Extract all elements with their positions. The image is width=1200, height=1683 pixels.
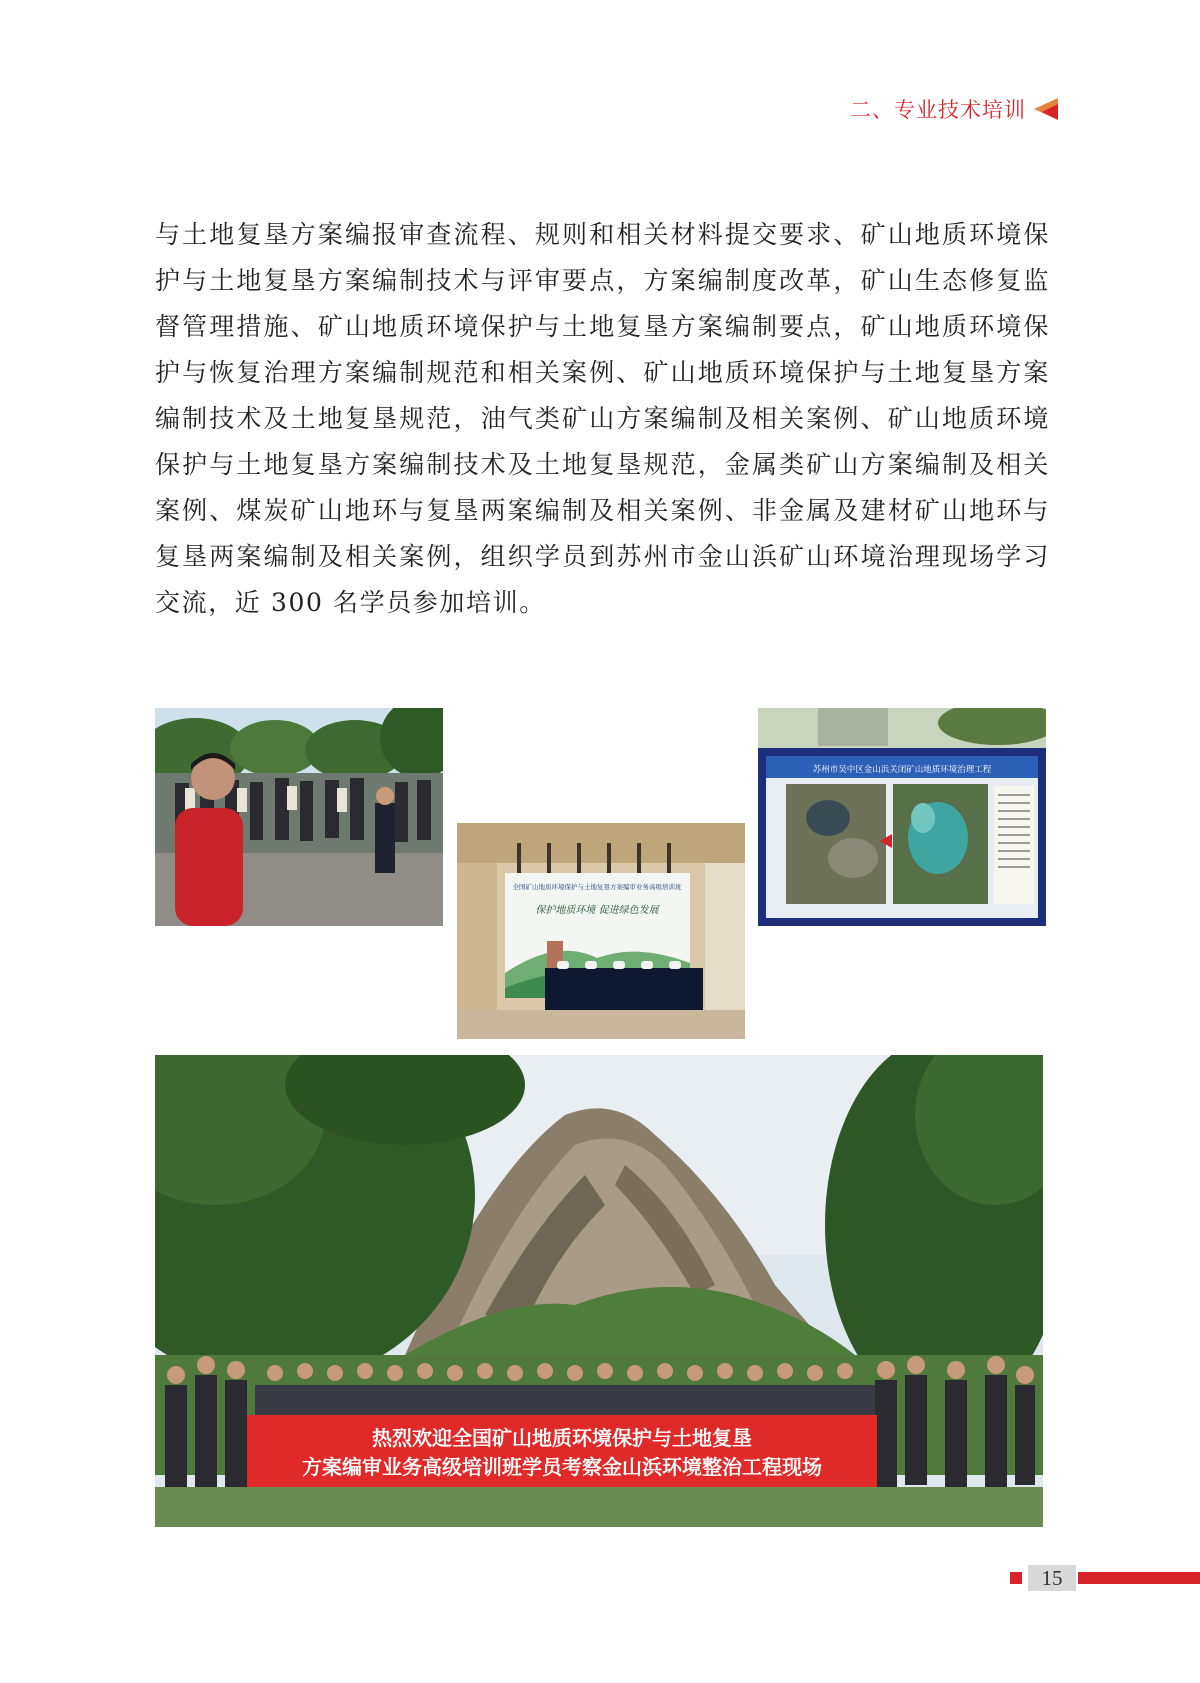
stage-backdrop-title: 全国矿山地质环境保护与土地复垦方案编审业务高级培训班 <box>512 883 682 891</box>
footer-accent-square <box>1010 1572 1022 1584</box>
banner-line1: 热烈欢迎全国矿山地质环境保护与土地复垦 <box>372 1426 752 1450</box>
body-paragraph: 与土地复垦方案编报审查流程、规则和相关材料提交要求、矿山地质环境保护与土地复垦方案编制技术与评审要点，方案编制度改革，矿山生态修复监督管理措施、矿山地质环境保护与土地复垦方案编制要点，矿山地质环境保护与恢复治理方案编制规范和相关案例、矿山地质环境保护与土地复垦方案编制技术及土地复垦规范，油气类矿山方案编制及相关案例、矿山地质环境保护与土地复垦方案编制技术及土地复垦规范，金属类矿山方案编制及相关案例、煤炭矿山地环与复垦两案编制及相关案例、非金属及建材矿山地环与复垦两案编制及相关案例，组织学员到苏州市金山浜矿山环境治理现场学习交流，近 300 名学员参加培训。 <box>155 220 1050 617</box>
photo-outdoor-lecture <box>155 708 443 926</box>
section-header <box>850 94 1060 124</box>
photo-conference-stage <box>457 823 745 1039</box>
board-title: 苏州市吴中区金山浜关闭矿山地质环境治理工程 <box>812 765 992 775</box>
section-title: 二、专业技术培训 <box>850 98 1026 122</box>
banner-line2: 方案编审业务高级培训班学员考察金山浜环境整治工程现场 <box>302 1455 822 1479</box>
footer-accent-bar <box>1078 1572 1200 1584</box>
photo-information-board <box>758 708 1046 926</box>
page-footer <box>1010 1565 1200 1591</box>
stage-backdrop-slogan: 保护地质环境 促进绿色发展 <box>535 905 659 916</box>
photo-group-field-visit <box>155 1055 1043 1527</box>
page-number: 15 <box>1028 1565 1076 1591</box>
triangle-arrow-icon <box>1030 96 1060 122</box>
